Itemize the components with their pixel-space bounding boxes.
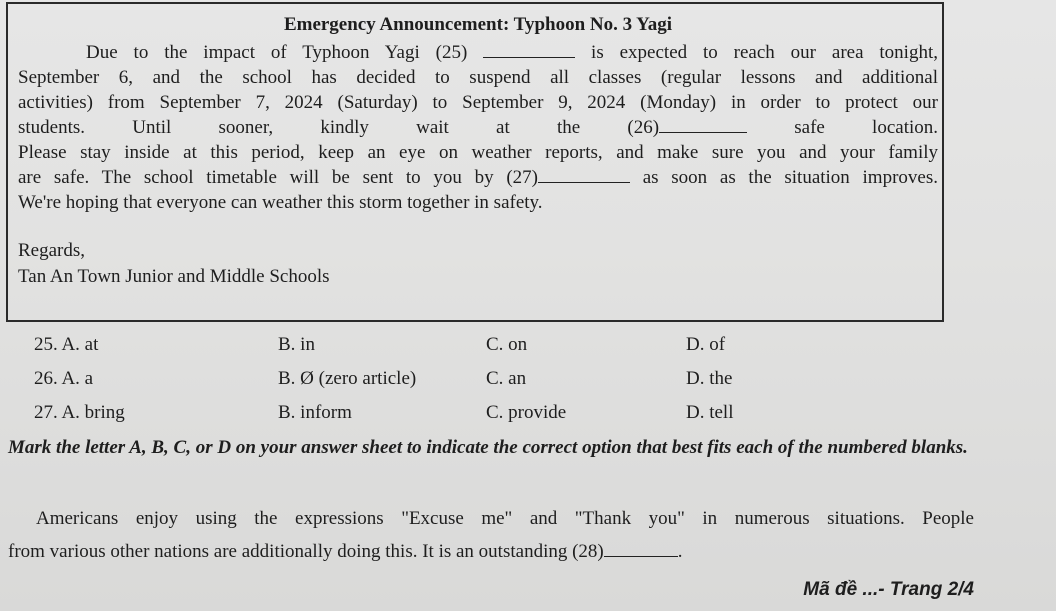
blank-26: [659, 118, 747, 133]
option-a: 25. A. at: [34, 334, 99, 355]
announcement-line: September 6, and the school has decided to suspend all classes (regular lessons and additional: [18, 67, 938, 88]
option-b: B. Ø (zero article): [278, 368, 417, 389]
blank-28: [604, 542, 678, 557]
option-c: C. provide: [486, 402, 567, 423]
announcement-body: [18, 40, 938, 215]
option-d: D. tell: [686, 402, 734, 423]
announcement-line: activities) from September 7, 2024 (Saturday) to September 9, 2024 (Monday) in order to protect our: [18, 92, 938, 113]
page-footer: Mã đề ...- Trang 2/4: [803, 579, 974, 600]
announcement-line: are safe. The school timetable will be sent to you by (27) as soon as the situation improves.: [18, 167, 938, 188]
blank-25: [483, 43, 575, 58]
passage-line: Americans enjoy using the expressions "Excuse me" and "Thank you" in numerous situations. People: [36, 508, 974, 529]
option-c: C. an: [486, 368, 527, 389]
option-c: C. on: [486, 334, 528, 355]
instruction-text: Mark the letter A, B, C, or D on your answer sheet to indicate the correct option that best fits each of the numbered blanks.: [8, 437, 968, 458]
option-d: D. the: [686, 368, 733, 389]
announcement-line: Please stay inside at this period, keep an eye on weather reports, and make sure you and your family: [18, 142, 938, 163]
passage-line: from various other nations are additionally doing this. It is an outstanding (28) .: [8, 541, 683, 562]
option-d: D. of: [686, 334, 726, 355]
blank-27: [538, 168, 630, 183]
school-signature: Tan An Town Junior and Middle Schools: [18, 266, 330, 287]
option-a: 27. A. bring: [34, 402, 125, 423]
reading-passage: [8, 502, 974, 568]
regards-text: Regards,: [18, 240, 86, 261]
announcement-line: students. Until sooner, kindly wait at the (26) safe location.: [18, 117, 939, 138]
announcement-line: Due to the impact of Typhoon Yagi (25) is expected to reach our area tonight,: [86, 42, 938, 63]
announcement-title: Emergency Announcement: Typhoon No. 3 Yagi: [283, 14, 673, 35]
option-a: 26. A. a: [34, 368, 94, 389]
option-b: B. in: [278, 334, 315, 355]
announcement-line: We're hoping that everyone can weather this storm together in safety.: [18, 192, 543, 213]
option-b: B. inform: [278, 402, 352, 423]
